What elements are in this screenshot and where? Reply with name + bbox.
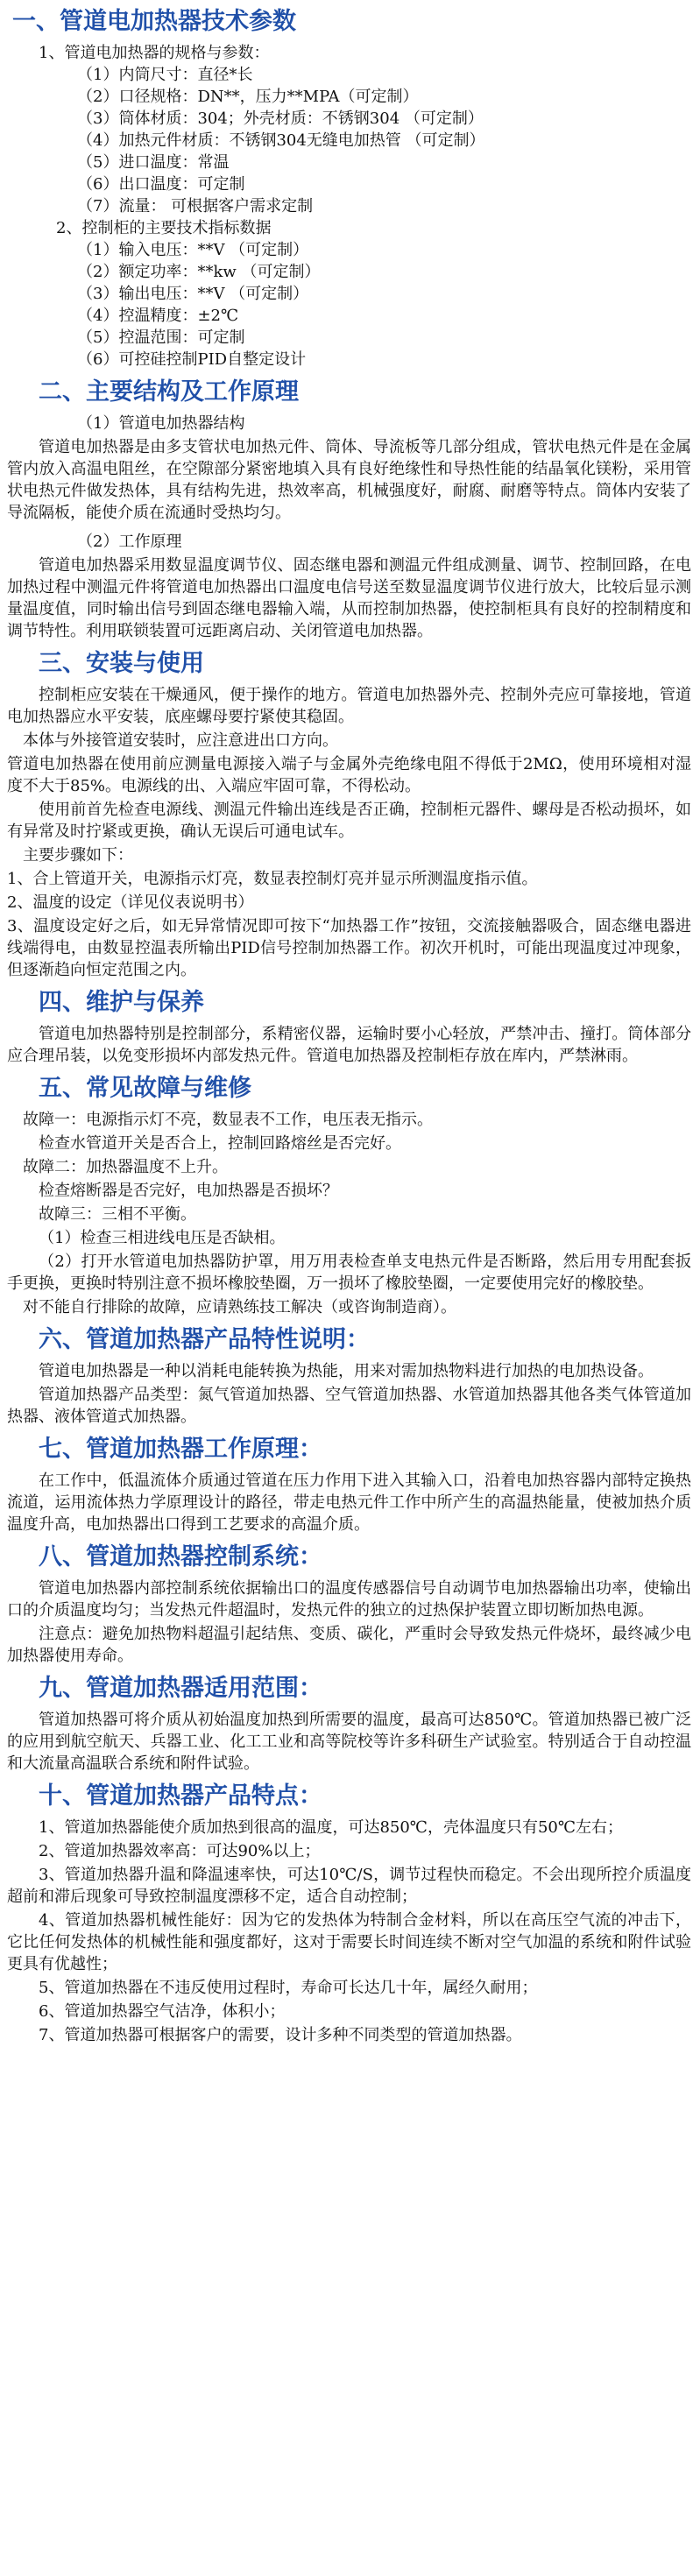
spec-item: （2）口径规格：DN**，压力**MPA（可定制） xyxy=(77,88,419,106)
fault-item: 故障一：电源指示灯不亮，数显表不工作，电压表无指示。 xyxy=(23,1111,433,1129)
spec-item: （6）可控硅控制PID自整定设计 xyxy=(77,350,307,369)
paragraph: 对不能自行排除的故障，应请熟练技工解决（或咨询制造商）。 xyxy=(23,1298,456,1316)
paragraph: 管道电加热器是一种以消耗电能转换为热能，用来对需加热物料进行加热的电加热设备。 xyxy=(39,1362,654,1380)
document-page xyxy=(0,7,700,2576)
section-1-title: 一、管道电加热器技术参数 xyxy=(12,8,296,35)
section-5-title: 五、常见故障与维修 xyxy=(39,1075,251,1102)
feature-item: 2、管道加热器效率高：可达90%以上； xyxy=(39,1842,321,1860)
paragraph: 管道加热器产品类型：氮气管道加热器、空气管道加热器、水管道加热器其他各类气体管道加热器、液体管道式加热器。 xyxy=(7,1386,691,1426)
spec-item: （4）加热元件材质：不锈钢304无缝电加热管 （可定制） xyxy=(77,131,485,150)
feature-item: 1、管道加热器能使介质加热到很高的温度，可达850℃，壳体温度只有50℃左右； xyxy=(39,1818,623,1837)
paragraph: 使用前首先检查电源线、测温元件输出连线是否正确，控制柜元器件、螺母是否松动损坏，如有异常及时拧紧或更换，确认无误后可通电试车。 xyxy=(7,801,691,841)
paragraph: 管道电加热器采用数显温度调节仪、固态继电器和测温元件组成测量、调节、控制回路，在电加热过程中测温元件将管道电加热器出口温度电信号送至数显温度调节仪进行放大，比较后显示测量温度值，同时输出信号到固态继电器输入端，从而控制加热器，使控制柜具有良好的控制精度和调节特性。利用联锁装置可远距离启动、关闭管道电加热器。 xyxy=(7,556,691,640)
spec-item: （5）进口温度：常温 xyxy=(77,153,230,172)
subheading: （1）管道电加热器结构 xyxy=(77,414,245,433)
spec-item: （3）输出电压：**V （可定制） xyxy=(77,285,309,303)
section-10-title: 十、管道加热器产品特点： xyxy=(39,1782,322,1810)
fault-fix: 检查水管道开关是否合上，控制回路熔丝是否完好。 xyxy=(39,1134,401,1153)
feature-item: 7、管道加热器可根据客户的需要，设计多种不同类型的管道加热器。 xyxy=(39,2026,522,2044)
spec-item: （2）额定功率：**kw （可定制） xyxy=(77,263,321,281)
section-2-title: 二、主要结构及工作原理 xyxy=(39,378,299,406)
spec-group-1-heading: 1、管道电加热器的规格与参数： xyxy=(39,44,270,62)
section-4-title: 四、维护与保养 xyxy=(39,989,204,1016)
list-item: 1、合上管道开关，电源指示灯亮，数显表控制灯亮并显示所测温度指示值。 xyxy=(7,870,538,888)
spec-item: （1）内筒尺寸：直径*长 xyxy=(77,66,253,84)
spec-group-2-heading: 2、控制柜的主要技术指标数据 xyxy=(56,219,272,237)
fault-fix: 检查熔断器是否完好，电加热器是否损坏？ xyxy=(39,1182,338,1200)
paragraph: 管道电加热器在使用前应测量电源接入端子与金属外壳绝缘电阻不得低于2MΩ，使用环境相对湿度不大于85%。电源线的出、入端应牢固可靠，不得松动。 xyxy=(7,755,691,795)
section-9-title: 九、管道加热器适用范围： xyxy=(39,1675,322,1702)
section-3-title: 三、安装与使用 xyxy=(39,650,204,677)
paragraph: 在工作中，低温流体介质通过管道在压力作用下进入其输入口，沿着电加热容器内部特定换热流道，运用流体热力学原理设计的路径，带走电热元件工作中所产生的高温热能量，使被加热介质温度升高，电加热器出口得到工艺要求的高温介质。 xyxy=(7,1471,691,1534)
subheading: （2）工作原理 xyxy=(77,533,182,551)
fault-item: 故障三：三相不平衡。 xyxy=(39,1205,196,1224)
paragraph: 管道电加热器是由多支管状电加热元件、筒体、导流板等几部分组成，管状电热元件是在金属管内放入高温电阻丝，在空隙部分紧密地填入具有良好绝缘性和导热性能的结晶氧化镁粉，采用管状电热元件做发热体，具有结构先进，热效率高，机械强度好，耐腐、耐磨等特点。筒体内安装了导流隔板，能使介质在流通时受热均匀。 xyxy=(7,438,691,522)
feature-item: 5、管道加热器在不违反使用过程时，寿命可长达几十年，属经久耐用； xyxy=(39,1979,538,1997)
paragraph: 本体与外接管道安装时，应注意进出口方向。 xyxy=(23,731,338,750)
feature-item: 4、管道加热器机械性能好：因为它的发热体为特制合金材料，所以在高压空气流的冲击下，它比任何发热体的机械性能和强度都好，这对于需要长时间连续不断对空气加温的系统和附件试验更具有优越性； xyxy=(7,1911,691,1973)
spec-item: （7）流量： 可根据客户需求定制 xyxy=(77,197,314,215)
fault-item: 故障二：加热器温度不上升。 xyxy=(23,1158,228,1176)
section-6-title: 六、管道加热器产品特性说明： xyxy=(39,1326,370,1353)
spec-item: （4）控温精度：±2℃ xyxy=(77,307,239,325)
section-7-title: 七、管道加热器工作原理： xyxy=(39,1436,322,1463)
fault-fix: （2）打开水管道电加热器防护罩，用万用表检查单支电热元件是否断路，然后用专用配套扳手更换，更换时特别注意不损坏橡胶垫圈，万一损坏了橡胶垫圈，一定要使用完好的橡胶垫。 xyxy=(7,1253,691,1293)
paragraph: 管道加热器可将介质从初始温度加热到所需要的温度，最高可达850℃。管道加热器已被广泛的应用到航空航天、兵器工业、化工工业和高等院校等许多科研生产试验室。特别适合于自动控温和大流量高温联合系统和附件试验。 xyxy=(7,1711,691,1773)
section-8-title: 八、管道加热器控制系统： xyxy=(39,1543,322,1570)
paragraph: 管道电加热器内部控制系统依据输出口的温度传感器信号自动调节电加热器输出功率，使输出口的介质温度均匀；当发热元件超温时，发热元件的独立的过热保护装置立即切断加热电源。 xyxy=(7,1579,691,1620)
list-item: 3、温度设定好之后，如无异常情况即可按下“加热器工作”按钮，交流接触器吸合，固态继电器进线端得电，由数显控温表所输出PID信号控制加热器工作。初次开机时，可能出现温度过冲现象，但逐渐趋向恒定范围之内。 xyxy=(7,917,691,979)
spec-item: （6）出口温度：可定制 xyxy=(77,175,245,194)
spec-item: （5）控温范围：可定制 xyxy=(77,328,245,347)
fault-fix: （1）检查三相进线电压是否缺相。 xyxy=(39,1229,286,1247)
feature-item: 6、管道加热器空气洁净，体积小； xyxy=(39,2002,286,2021)
list-item: 2、温度的设定（详见仪表说明书） xyxy=(7,893,254,912)
paragraph: 控制柜应安装在干燥通风，便于操作的地方。管道电加热器外壳、控制外壳应可靠接地，管道电加热器应水平安装，底座螺母要拧紧使其稳固。 xyxy=(7,686,691,726)
paragraph: 管道电加热器特别是控制部分，系精密仪器，运输时要小心轻放，严禁冲击、撞打。筒体部分应合理吊装，以免变形损坏内部发热元件。管道电加热器及控制柜存放在库内，严禁淋雨。 xyxy=(7,1025,691,1065)
paragraph: 主要步骤如下： xyxy=(23,846,133,865)
paragraph: 注意点：避免加热物料超温引起结焦、变质、碳化，严重时会导致发热元件烧坏，最终减少电加热器使用寿命。 xyxy=(7,1625,691,1665)
spec-item: （1）输入电压：**V （可定制） xyxy=(77,241,309,259)
spec-item: （3）筒体材质：304；外壳材质：不锈钢304 （可定制） xyxy=(77,109,484,128)
feature-item: 3、管道加热器升温和降温速率快，可达10℃/S，调节过程快而稳定。不会出现所控介质温度超前和滞后现象可导致控制温度漂移不定，适合自动控制； xyxy=(7,1866,691,1906)
